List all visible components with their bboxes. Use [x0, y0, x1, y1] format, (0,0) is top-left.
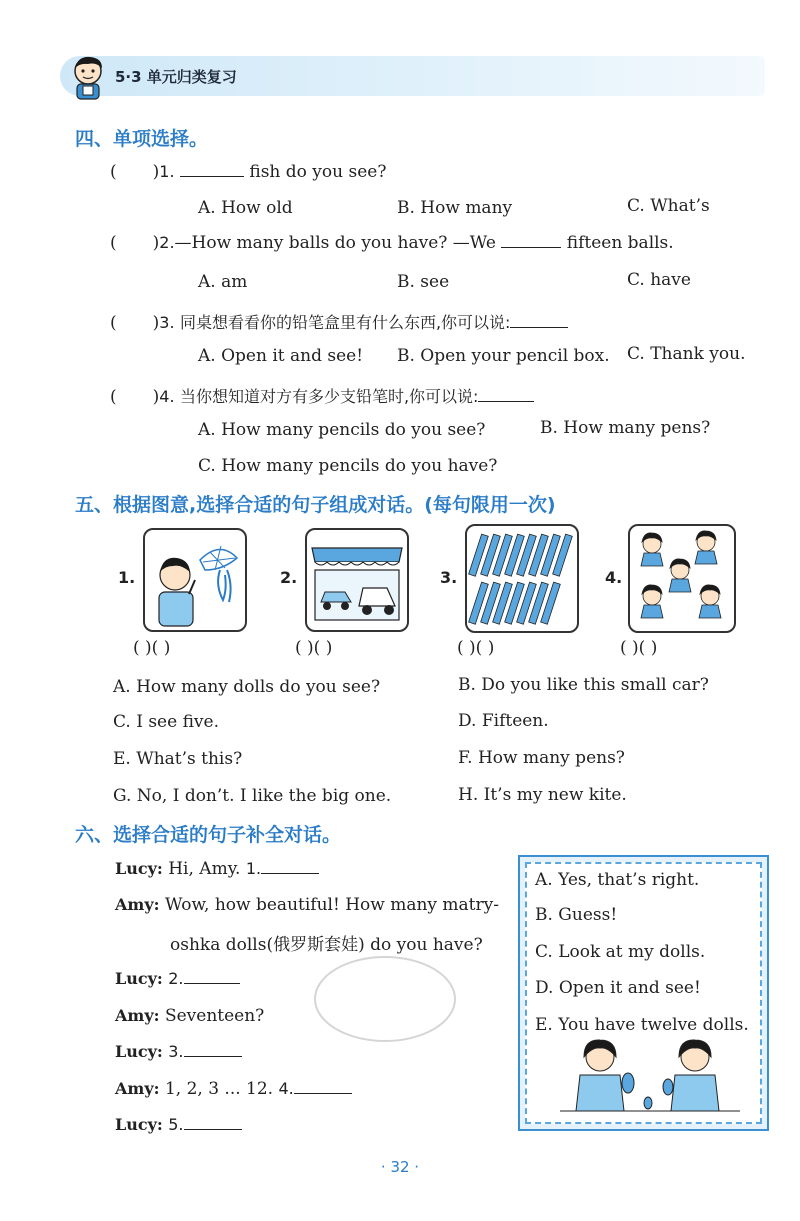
picture4-box: [628, 524, 736, 633]
section5-title: 五、根据图意,选择合适的句子组成对话。(每句限用一次): [75, 494, 556, 516]
dialogue-line-1: Lucy: Hi, Amy. 1.: [115, 859, 319, 879]
picture2-box: [305, 528, 409, 632]
q4-option-b: B. How many pens?: [540, 418, 711, 438]
s5-option-f: F. How many pens?: [458, 748, 625, 768]
pens-icon: [467, 526, 577, 631]
panel-option-b: B. Guess!: [535, 905, 618, 925]
answer-blank[interactable]: [184, 1115, 242, 1130]
dialogue-line-7: Amy: 1, 2, 3 ... 12. 4.: [115, 1079, 352, 1099]
answer-blank[interactable]: [478, 387, 534, 402]
section6-title: 六、选择合适的句子补全对话。: [75, 824, 342, 846]
q4-stem: ( )4. 当你想知道对方有多少支铅笔时,你可以说:: [110, 384, 534, 407]
answer-blank[interactable]: [294, 1079, 352, 1094]
picture3-box: [465, 524, 579, 633]
q1-option-c: C. What’s: [627, 196, 710, 216]
picture4-answer-blanks[interactable]: ( )( ): [620, 638, 658, 658]
answer-blank[interactable]: [510, 313, 568, 328]
dialogue-line-8: Lucy: 5.: [115, 1115, 242, 1135]
dialogue-line-2: Amy: Wow, how beautiful! How many matry-: [115, 895, 499, 915]
s5-option-g: G. No, I don’t. I like the big one.: [113, 786, 392, 806]
s5-option-d: D. Fifteen.: [458, 711, 549, 731]
page-number: · 32 ·: [380, 1158, 420, 1176]
q3-stem: ( )3. 同桌想看看你的铅笔盒里有什么东西,你可以说:: [110, 310, 568, 333]
dialogue-line-4: Lucy: 2.: [115, 969, 240, 989]
picture4-number: 4.: [605, 568, 623, 587]
answer-blank[interactable]: [180, 162, 244, 177]
s5-option-b: B. Do you like this small car?: [458, 675, 709, 695]
boy-kite-icon: [145, 530, 245, 630]
header-title: 5·3 单元归类复习: [115, 68, 237, 86]
dolls-icon: [630, 526, 734, 631]
two-girls-dolls-icon: [560, 1035, 740, 1113]
s5-option-a: A. How many dolls do you see?: [113, 677, 381, 697]
q3-option-a: A. Open it and see!: [198, 346, 364, 366]
q1-stem: ( )1. fish do you see?: [110, 162, 387, 182]
answer-blank[interactable]: [184, 1042, 242, 1057]
picture1-number: 1.: [118, 568, 136, 587]
q4-option-a: A. How many pencils do you see?: [198, 420, 486, 440]
picture1-box: [143, 528, 247, 632]
q3-option-b: B. Open your pencil box.: [397, 346, 610, 366]
q1-option-a: A. How old: [198, 198, 293, 218]
picture1-answer-blanks[interactable]: ( )( ): [133, 638, 171, 658]
q2-option-a: A. am: [198, 272, 248, 292]
panel-option-a: A. Yes, that’s right.: [535, 870, 700, 890]
panel-option-d: D. Open it and see!: [535, 978, 701, 998]
q2-option-c: C. have: [627, 270, 691, 290]
q3-option-c: C. Thank you.: [627, 344, 746, 364]
s5-option-e: E. What’s this?: [113, 749, 243, 769]
answer-blank[interactable]: [501, 233, 561, 248]
answer-blank[interactable]: [184, 969, 240, 984]
q4-option-c: C. How many pencils do you have?: [198, 456, 498, 476]
panel-option-c: C. Look at my dolls.: [535, 942, 706, 962]
panel-option-e: E. You have twelve dolls.: [535, 1015, 749, 1035]
answer-blank[interactable]: [261, 859, 319, 874]
watermark-stamp-icon: [305, 944, 465, 1044]
s5-option-h: H. It’s my new kite.: [458, 785, 627, 805]
picture3-number: 3.: [440, 568, 458, 587]
section4-title: 四、单项选择。: [75, 128, 209, 150]
q1-option-b: B. How many: [397, 198, 513, 218]
s5-option-c: C. I see five.: [113, 712, 219, 732]
toy-cars-shop-icon: [307, 530, 407, 630]
picture2-answer-blanks[interactable]: ( )( ): [295, 638, 333, 658]
picture2-number: 2.: [280, 568, 298, 587]
dialogue-line-3: oshka dolls(俄罗斯套娃) do you have?: [170, 935, 483, 955]
picture3-answer-blanks[interactable]: ( )( ): [457, 638, 495, 658]
dialogue-line-6: Lucy: 3.: [115, 1042, 242, 1062]
dialogue-line-5: Amy: Seventeen?: [115, 1006, 265, 1026]
mascot-boy-icon: [68, 54, 108, 100]
q2-option-b: B. see: [397, 272, 450, 292]
q2-stem: ( )2.—How many balls do you have? —We fifteen balls.: [110, 233, 674, 253]
